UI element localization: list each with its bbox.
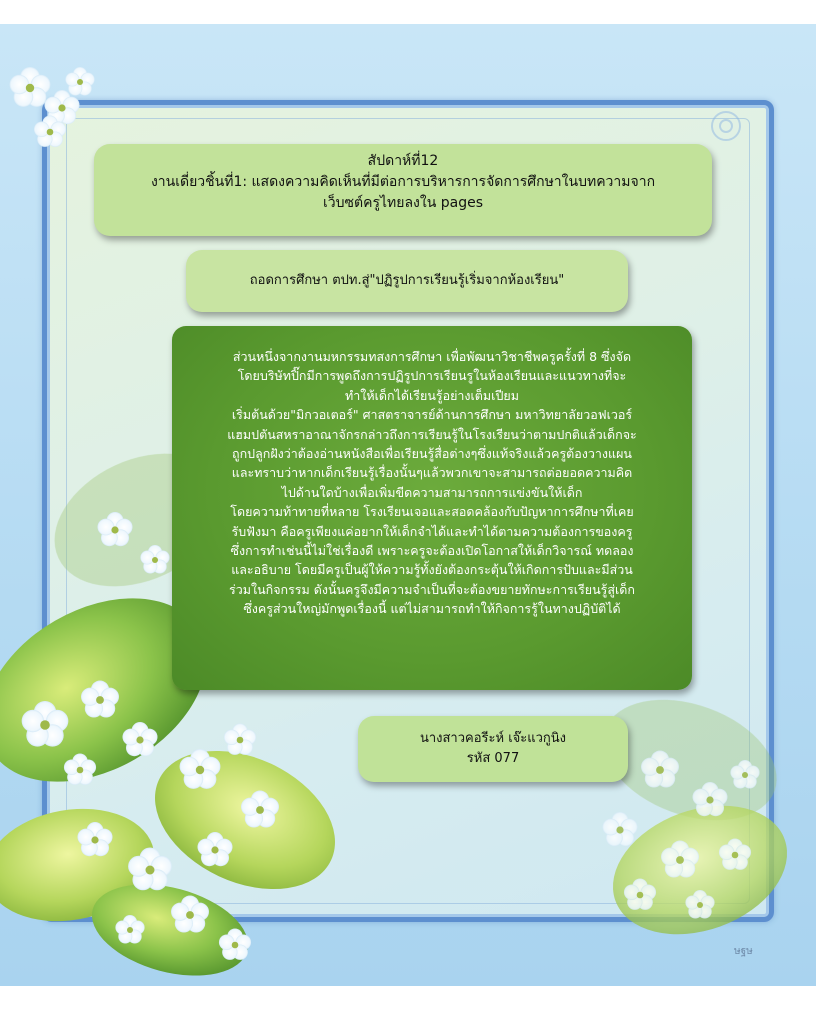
summary-line: ซึ่งการทำเช่นนี้ไม่ใช่เรื่องดี เพราะครูจะต้องเปิดโอกาสให้เด็กวิจารณ์ ทดลอง — [230, 543, 634, 559]
student-code: รหัส 077 — [466, 751, 520, 766]
summary-line: และอธิบาย โดยมีครูเป็นผู้ให้ความรู้ทั้งยังต้องกระตุ้นให้เกิดการปับและมีส่วน — [231, 562, 633, 578]
assignment-title: งานเดี่ยวชิ้นที่1: แสดงความคิดเห็นที่มีต่อการบริหารการจัดการศึกษาในบทความจาก — [150, 174, 656, 190]
author-name: นางสาวคอรีะห์ เจ๊ะแวกูนิง — [419, 731, 567, 746]
author-box — [358, 716, 628, 782]
summary-line: ไปด้านใดบ้างเพื่อเพิ่มขีดความสามารถการแข่งขันให้เด็ก — [281, 484, 583, 500]
summary-line: เริ่มต้นด้วย"มิกวอเตอร์" ศาสตราจารย์ด้านการศึกษา มหาวิทยาลัยวอฟเวอร์ — [231, 407, 633, 423]
summary-line: ทำให้เด็กได้เรียนรู้อย่างเต็มเปียม — [345, 387, 519, 403]
summary-line: ส่วนหนึ่งจากงานมหกรรมทสงการศึกษา เพื่อพัฒนาวิชาชีพครูครั้งที่ 8 ซึ่งจัด — [232, 349, 632, 364]
corner-stamp: ษฐษ — [734, 946, 753, 957]
summary-line: ซึ่งครูส่วนใหญ่มักพูดเรื่องนี้ แต่ไม่สามารถทำให้กิจการรู้ในทางปฏิบัติได้ — [243, 601, 621, 617]
article-title-box — [186, 250, 628, 312]
summary-line: ร่วมในกิจกรรม ดังนั้นครูจึงมีความจำเป็นที่จะต้องขยายทักษะการเรียนรู้สู่เด็ก — [229, 581, 635, 597]
article-title: ถอดการศึกษา ตปท.สู่"ปฏิรูปการเรียนรู้เริ่มจากห้องเรียน" — [249, 273, 565, 288]
summary-line: ถูกปลูกฝังว่าต้องอ่านหนังสือเพื่อเรียนรู้สื่อต่างๆซึ่งแท้จริงแล้วครูต้องวางแผน — [232, 446, 632, 462]
summary-line: และทราบว่าหากเด็กเรียนรู้เรื่องนั้นๆแล้วพวกเขาจะสามารถต่อยอดความคิด — [231, 465, 633, 481]
summary-line: โดยบริษัทปิ๊กมีการพูดถึงการปฏิรูปการเรียนรูในห้องเรียนและแนวทางที่จะ — [237, 368, 627, 384]
summary-line: แฮมปตันสหราอาณาจักรกล่าวถึงการเรียนรู้ในโรงเรียนว่าตามปกติแล้วเด็กจะ — [227, 426, 637, 442]
assignment-title-cont: เว็บซต์ครูไทยลงใน pages — [322, 195, 483, 211]
summary-line: โดยความท้าทายที่หลาย โรงเรียนเจอและสอดคล้องกับปัญหาการศึกษาที่เคย — [230, 504, 634, 520]
assignment-title-box — [94, 144, 712, 236]
summary-line: รับฟังมา คือครูเพียงแค่อยากให้เด็กจำได้และทำได้ตามความต้องการของครู — [231, 523, 633, 539]
week-label: สัปดาห์ที่12 — [367, 153, 439, 169]
article-summary-box — [172, 326, 692, 690]
